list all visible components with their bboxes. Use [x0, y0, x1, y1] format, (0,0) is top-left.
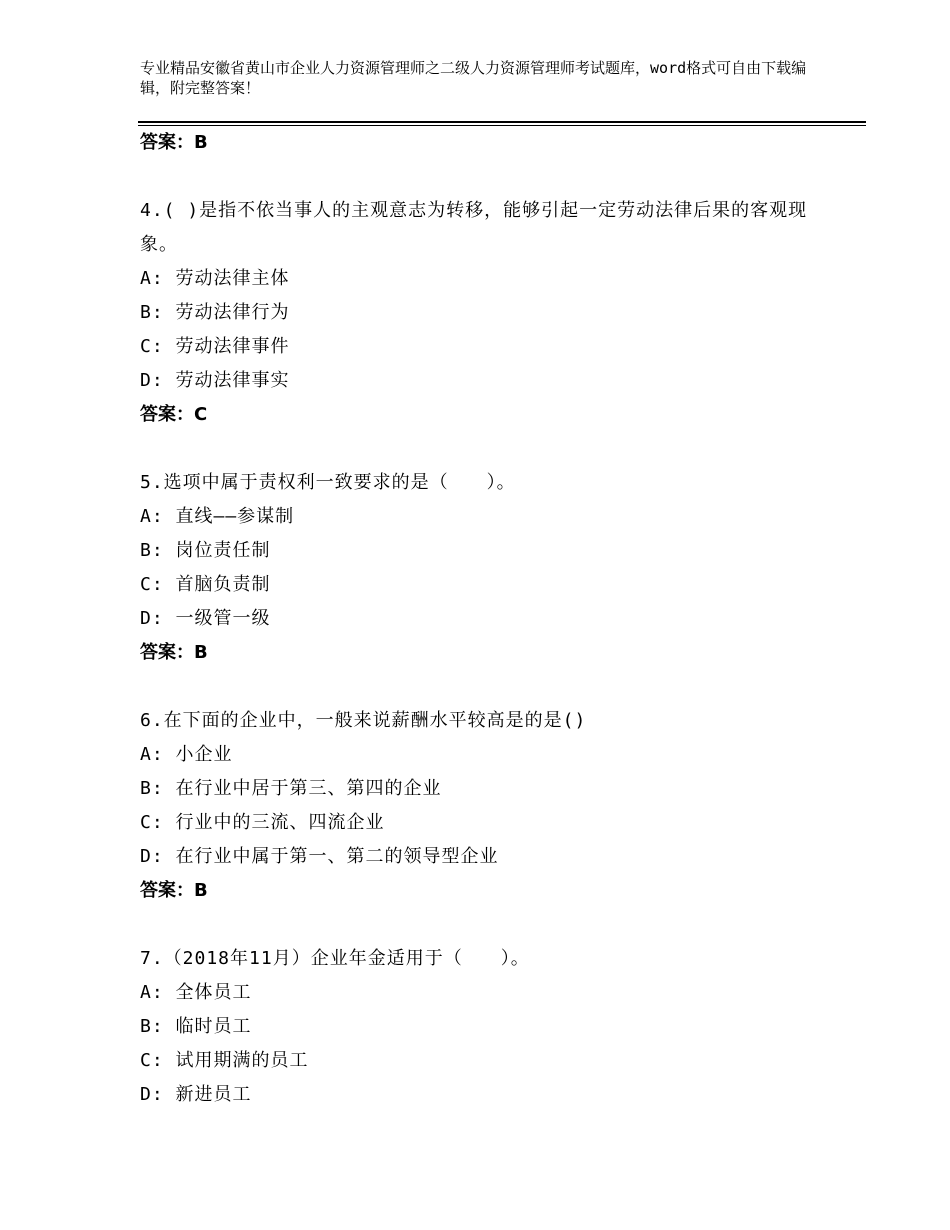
option-d: D: 新进员工 [140, 1084, 252, 1105]
question-block [140, 160, 840, 432]
option-a: A: 小企业 [140, 744, 233, 765]
option-b: B: 岗位责任制 [140, 540, 271, 561]
option-c: C: 首脑负责制 [140, 574, 271, 595]
option-c: C: 行业中的三流、四流企业 [140, 812, 385, 833]
question-block [140, 432, 840, 670]
option-a: A: 直线——参谋制 [140, 506, 295, 527]
answer-line: 答案：C [140, 404, 208, 425]
option-a: A: 全体员工 [140, 982, 252, 1003]
option-d: D: 劳动法律事实 [140, 370, 290, 391]
option-b: B: 临时员工 [140, 1016, 252, 1037]
answer-line: 答案：B [140, 642, 208, 663]
option-b: B: 劳动法律行为 [140, 302, 290, 323]
answer-line: 答案：B [140, 132, 208, 153]
answer-line: 答案：B [140, 880, 208, 901]
question-text: 6.在下面的企业中，一般来说薪酬水平较高是的是() [140, 710, 587, 731]
question-text: 4.( )是指不依当事人的主观意志为转移，能够引起一定劳动法律后果的客观现象。 [140, 200, 808, 255]
question-text: 5.选项中属于责权利一致要求的是（ ）。 [140, 472, 516, 493]
option-c: C: 劳动法律事件 [140, 336, 290, 357]
document-content [140, 126, 840, 1112]
header-rule-thick [138, 121, 866, 123]
option-c: C: 试用期满的员工 [140, 1050, 309, 1071]
question-block [140, 670, 840, 908]
option-d: D: 在行业中属于第一、第二的领导型企业 [140, 846, 499, 867]
question-block [140, 908, 840, 1112]
option-b: B: 在行业中居于第三、第四的企业 [140, 778, 442, 799]
question-text: 7.（2018年11月）企业年金适用于（ ）。 [140, 948, 530, 969]
option-d: D: 一级管一级 [140, 608, 271, 629]
option-a: A: 劳动法律主体 [140, 268, 290, 289]
document-header: 专业精品安徽省黄山市企业人力资源管理师之二级人力资源管理师考试题库，word格式可自由下载编辑，附完整答案！ [140, 59, 807, 97]
